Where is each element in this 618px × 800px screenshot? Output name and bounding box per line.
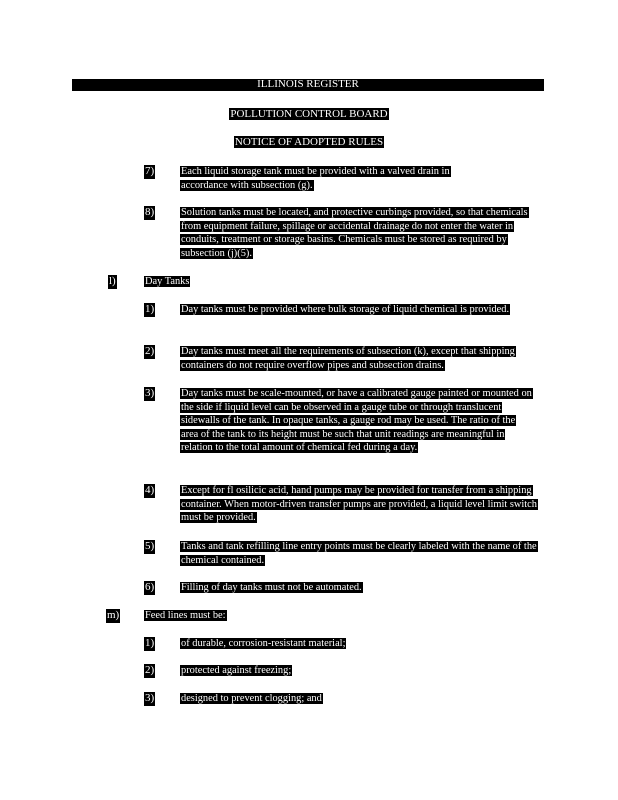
section-heading (144, 609, 344, 623)
item-marker: 8) (145, 206, 155, 218)
item-marker: 5) (145, 540, 155, 552)
paragraph-text: of durable, corrosion-resistant material; (181, 638, 346, 649)
paragraph-text: Tanks and tank refilling line entry points must be clearly labeled with the name of the chemical contained. (181, 541, 537, 566)
section-marker: l) (109, 275, 116, 287)
section-heading (144, 275, 344, 289)
paragraph-text: Day tanks must be provided where bulk storage of liquid chemical is provided. (181, 304, 510, 315)
board-title-text: POLLUTION CONTROL BOARD (230, 108, 388, 120)
item-marker: 4) (145, 484, 155, 496)
section-heading-text: Feed lines must be: (145, 610, 226, 621)
paragraph (180, 303, 520, 317)
section-marker: m) (107, 609, 120, 621)
notice-title-text: NOTICE OF ADOPTED RULES (234, 136, 384, 148)
paragraph (180, 637, 500, 651)
paragraph-text: protected against freezing; (181, 665, 292, 676)
item-marker: 1) (145, 637, 155, 649)
paragraph (180, 484, 544, 525)
paragraph-text: Each liquid storage tank must be provided with a valved drain in accordance with subsection (g). (181, 166, 450, 191)
notice-title (0, 136, 618, 149)
paragraph (180, 664, 500, 678)
item-marker: 3) (145, 387, 155, 399)
paragraph (180, 540, 544, 567)
item-marker: 1) (145, 303, 155, 315)
paragraph (180, 387, 532, 455)
register-title: ILLINOIS REGISTER (257, 78, 359, 90)
paragraph (180, 345, 540, 372)
item-marker: 7) (145, 165, 155, 177)
paragraph-text: Day tanks must meet all the requirements of subsection (k), except that shipping containers do not require overflow pipes and subsection drains. (181, 346, 515, 371)
item-marker: 6) (145, 581, 155, 593)
board-title (0, 108, 618, 121)
paragraph-text: Day tanks must be scale-mounted, or have a calibrated gauge painted or mounted on the side if liquid level can be observed in a gauge tube or through translucent sidewalls of the tank. In opaque tanks, a gauge rod may be used. The ratio of the area of the tank to its height must be such that unit readings are meaningful in relation to the total amount of chemical fed during a day. (181, 388, 532, 453)
item-marker: 2) (145, 345, 155, 357)
paragraph (180, 692, 500, 706)
item-marker: 3) (145, 692, 155, 704)
paragraph-text: designed to prevent clogging; and (181, 693, 322, 704)
paragraph (180, 581, 500, 595)
paragraph (180, 206, 548, 260)
item-marker: 2) (145, 664, 155, 676)
paragraph (180, 165, 498, 192)
paragraph-text: Filling of day tanks must not be automated. (181, 582, 362, 593)
paragraph-text: Except for fl osilicic acid, hand pumps may be provided for transfer from a shipping container. When motor-driven transfer pumps are provided, a liquid level limit switch must be provided. (181, 485, 537, 523)
section-heading-text: Day Tanks (145, 276, 190, 287)
paragraph-text: Solution tanks must be located, and protective curbings provided, so that chemicals from equipment failure, spillage or accidental drainage do not enter the water in conduits, treatment or storage basins. Chemicals must be stored as required by subsection (j)(5). (181, 207, 528, 259)
